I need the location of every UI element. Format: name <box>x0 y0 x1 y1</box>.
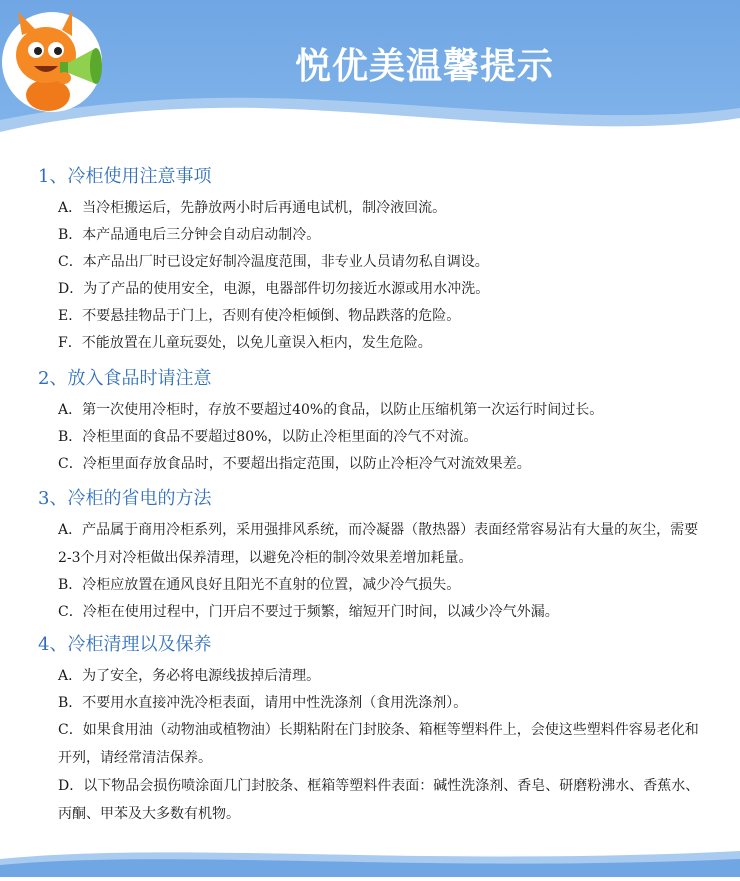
footer-wave <box>0 837 740 877</box>
list-item: A．为了安全，务必将电源线拔掉后清理。 <box>58 668 321 684</box>
section-title-usage: 1、冷柜使用注意事项 <box>38 166 212 187</box>
list-item: C．冷柜里面存放食品时，不要超出指定范围，以防止冷柜冷气对流效果差。 <box>58 456 531 472</box>
section-title-energy: 3、冷柜的省电的方法 <box>38 488 212 509</box>
orange-mascot-megaphone-icon <box>0 0 110 120</box>
list-item: A．当冷柜搬运后，先静放两小时后再通电试机，制冷液回流。 <box>58 200 447 216</box>
list-item: A．第一次使用冷柜时，存放不要超过40%的食品，以防止压缩机第一次运行时间过长。 <box>58 402 604 418</box>
page-title: 悦优美温馨提示 <box>295 46 555 87</box>
list-item: E．不要悬挂物品于门上，否则有使冷柜倾倒、物品跌落的危险。 <box>58 308 461 324</box>
list-item: A．产品属于商用冷柜系列，采用强排风系统，而冷凝器（散热器）表面经常容易沾有大量的灰尘，需要2-3个月对冷柜做出保养清理，以避免冷柜的制冷效果差增加耗量。 <box>58 522 699 566</box>
list-item: D．为了产品的使用安全，电源，电器部件切勿接近水源或用水冲洗。 <box>58 281 490 297</box>
list-item: B．本产品通电后三分钟会自动启动制冷。 <box>58 227 321 243</box>
list-item: C．如果食用油（动物油或植物油）长期粘附在门封胶条、箱框等塑料件上，会使这些塑料件容易老化和开列，请经常清洁保养。 <box>58 722 699 766</box>
list-item: B．不要用水直接冲洗冷柜表面，请用中性洗涤剂（食用洗涤剂）。 <box>58 695 468 711</box>
section-title-food: 2、放入食品时请注意 <box>38 368 212 389</box>
list-item: B．冷柜里面的食品不要超过80%，以防止冷柜里面的冷气不对流。 <box>58 429 478 445</box>
header-banner <box>0 0 740 150</box>
list-item: D．以下物品会损伤喷涂面几门封胶条、框箱等塑料件表面：碱性洗涤剂、香皂、研磨粉沸水、香蕉水、丙酮、甲苯及大多数有机物。 <box>58 778 700 822</box>
footer-wave-background <box>0 837 740 877</box>
section-title-cleaning: 4、冷柜清理以及保养 <box>38 634 212 655</box>
list-item: B．冷柜应放置在通风良好且阳光不直射的位置，减少冷气损失。 <box>58 577 461 593</box>
list-item: C．本产品出厂时已设定好制冷温度范围，非专业人员请勿私自调设。 <box>58 254 489 270</box>
list-item: F．不能放置在儿童玩耍处，以免儿童误入柜内，发生危险。 <box>58 335 432 351</box>
list-item: C．冷柜在使用过程中，门开启不要过于频繁，缩短开门时间，以减少冷气外漏。 <box>58 604 559 620</box>
